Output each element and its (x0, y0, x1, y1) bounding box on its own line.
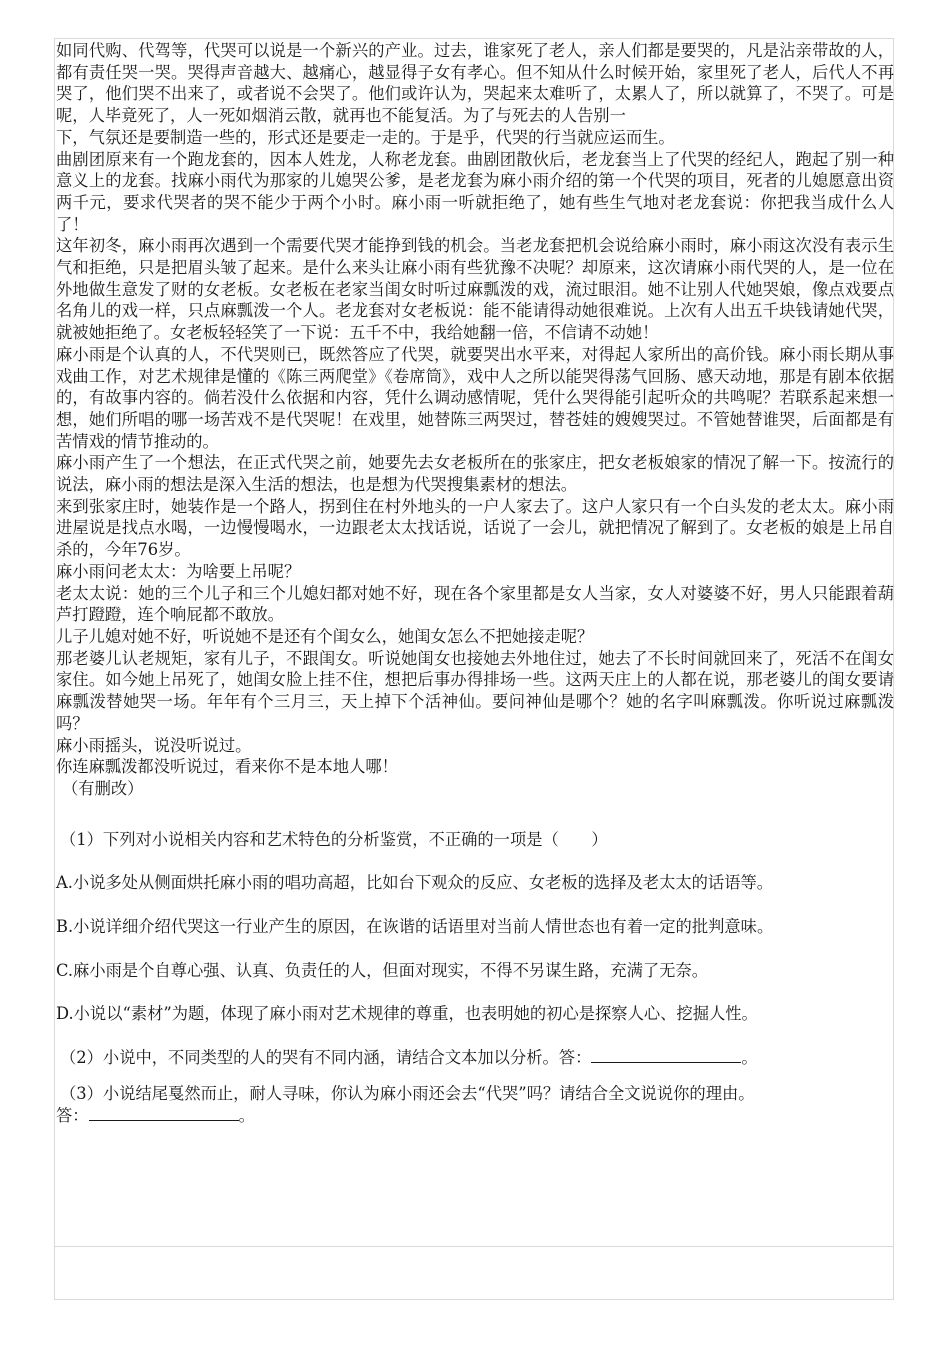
story-paragraph: 麻小雨是个认真的人，不代哭则已，既然答应了代哭，就要哭出水平来，对得起人家所出的高价钱。麻小雨长期从事戏曲工作，对艺术规律是懂的《陈三两爬堂》《卷席筒》，戏中人之所以能哭得荡气回肠、感天动地，那是有剧本依据的，有故事内容的。倘若没什么依据和内容，凭什么调动感情呢，凭什么哭得能引起听众的共鸣呢？若联系起来想一想，她们所唱的哪一场苦戏不是代哭呢！在戏里，她替陈三两哭过，替苍娃的嫂嫂哭过。不管她替谁哭，后面都是有苦情戏的情节推动的。 (56, 344, 894, 451)
story-paragraph: 这年初冬，麻小雨再次遇到一个需要代哭才能挣到钱的机会。当老龙套把机会说给麻小雨时，麻小雨这次没有表示生气和拒绝，只是把眉头皱了起来。是什么来头让麻小雨有些犹豫不决呢？却原来，这次请麻小雨代哭的人，是一位在外地做生意发了财的女老板。女老板在老家当闺女时听过麻瓢泼的戏，流过眼泪。她不让别人代她哭娘，像点戏要点名角儿的戏一样，只点麻瓢泼一个人。老龙套对女老板说：能不能请得动她很难说。上次有人出五千块钱请她代哭，就被她拒绝了。女老板轻轻笑了一下说：五千不中，我给她翻一倍，不信请不动她！ (56, 236, 894, 343)
option-b[interactable]: B.小说详细介绍代哭这一行业产生的原因，在诙谐的话语里对当前人情世态也有着一定的批判意味。 (56, 917, 774, 937)
story-paragraph: 麻小雨产生了一个想法，在正式代哭之前，她要先去女老板所在的张家庄，把女老板娘家的情况了解一下。按流行的说法，麻小雨的想法是深入生活的想法，也是想为代哭搜集素材的想法。 (56, 453, 894, 495)
question-3: （3）小说结尾戛然而止，耐人寻味，你认为麻小雨还会去“代哭”吗？请结合全文说说你的理由。 (60, 1083, 755, 1103)
option-d[interactable]: D.小说以“素材”为题，体现了麻小雨对艺术规律的尊重，也表明她的初心是探察人心、挖掘人性。 (56, 1004, 758, 1024)
story-paragraph: 麻小雨摇头，说没听说过。 (56, 735, 252, 755)
question-1: （1）下列对小说相关内容和艺术特色的分析鉴赏，不正确的一项是（ ） (60, 829, 608, 849)
answer-blank-2[interactable] (591, 1048, 741, 1063)
option-a[interactable]: A.小说多处从侧面烘托麻小雨的唱功高超，比如台下观众的反应、女老板的选择及老太太的话语等。 (56, 873, 774, 893)
story-paragraph: 麻小雨问老太太：为啥要上吊呢？ (56, 561, 301, 581)
story-paragraph: 如同代购、代驾等，代哭可以说是一个新兴的产业。过去，谁家死了老人，亲人们都是要哭的，凡是沾亲带故的人，都有责任哭一哭。哭得声音越大、越痛心，越显得子女有孝心。但不知从什么时候开始，家里死了老人，后代人不再哭了，他们哭不出来了，或者说不会哭了。他们或许认为，哭起来太难听了，太累人了，所以就算了，不哭了。可是呢，人毕竟死了，人一死如烟消云散，就再也不能复活。为了与死去的人告别一 (56, 41, 894, 126)
question-2-end: 。 (741, 1048, 758, 1068)
document-body (56, 40, 894, 1126)
question-3-answer (56, 1105, 894, 1127)
option-c[interactable]: C.麻小雨是个自尊心强、认真、负责任的人，但面对现实，不得不另谋生路，充满了无奈。 (56, 960, 709, 980)
answer-label: 答： (56, 1105, 89, 1125)
question-3-end: 。 (238, 1105, 255, 1125)
story-paragraph: 来到张家庄时，她装作是一个路人，拐到住在村外地头的一户人家去了。这户人家只有一个白头发的老太太。麻小雨进屋说是找点水喝，一边慢慢喝水，一边跟老太太找话说，话说了一会儿，就把情况了解到了。女老板的娘是上吊自杀的，今年76岁。 (56, 496, 894, 560)
questions-section (56, 812, 894, 1127)
source-note: （有删改） (62, 778, 144, 798)
story-paragraph: 你连麻瓢泼都没听说过，看来你不是本地人哪！ (56, 757, 398, 777)
story-paragraph: 老太太说：她的三个儿子和三个儿媳妇都对她不好，现在各个家里都是女人当家，女人对婆婆不好，男人只能跟着葫芦打蹬蹬，连个响屁都不敢放。 (56, 583, 894, 625)
story-paragraph: 儿子儿媳对她不好，听说她不是还有个闺女么，她闺女怎么不把她接走呢？ (56, 626, 594, 646)
frame-divider (54, 1246, 894, 1247)
story-text (56, 40, 894, 800)
question-2 (56, 1047, 894, 1069)
question-2-text: （2）小说中，不同类型的人的哭有不同内涵，请结合文本加以分析。答： (60, 1048, 592, 1068)
story-paragraph: 那老婆儿认老规矩，家有儿子，不跟闺女。听说她闺女也接她去外地住过，她去了不长时间就回来了，死活不在闺女家住。如今她上吊死了，她闺女脸上挂不住，想把后事办得排场一些。这两天庄上的人都在说，那老婆儿的闺女要请麻瓢泼替她哭一场。年年有个三月三，天上掉下个活神仙。要问神仙是哪个？她的名字叫麻瓢泼。你听说过麻瓢泼吗？ (56, 648, 894, 733)
answer-blank-3[interactable] (89, 1106, 239, 1121)
story-paragraph: 曲剧团原来有一个跑龙套的，因本人姓龙，人称老龙套。曲剧团散伙后，老龙套当上了代哭的经纪人，跑起了别一种意义上的龙套。找麻小雨代为那家的儿媳哭公爹，是老龙套为麻小雨介绍的第一个代哭的项目，死者的儿媳愿意出资两千元，要求代哭者的哭不能少于两个小时。麻小雨一听就拒绝了，她有些生气地对老龙套说：你把我当成什么人了！ (56, 149, 894, 234)
story-paragraph: 下，气氛还是要制造一些的，形式还是要走一走的。于是乎，代哭的行当就应运而生。 (56, 127, 675, 147)
